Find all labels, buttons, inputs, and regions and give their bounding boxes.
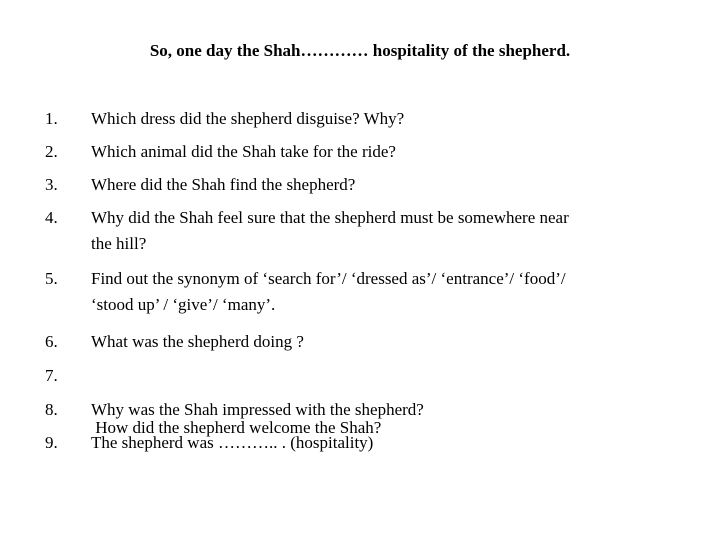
question-number: 1. bbox=[45, 109, 58, 128]
question-line: ‘stood up’ / ‘give’/ ‘many’. bbox=[91, 295, 276, 314]
question-text bbox=[91, 172, 691, 198]
question-line: Why did the Shah feel sure that the shepherd must be somewhere near bbox=[91, 208, 569, 227]
question-line: Find out the synonym of ‘search for’/ ‘dressed as’/ ‘entrance’/ ‘food’/ bbox=[91, 269, 566, 288]
question-text bbox=[91, 139, 691, 165]
question-text bbox=[91, 397, 691, 423]
page-title: So, one day the Shah………… hospitality of the shepherd. bbox=[149, 41, 571, 60]
question-number: 3. bbox=[45, 175, 58, 194]
question-number: 5. bbox=[45, 269, 58, 288]
question-line: Which dress did the shepherd disguise? Why? bbox=[91, 109, 405, 128]
question-text bbox=[91, 266, 691, 318]
question-line: Which animal did the Shah take for the ride? bbox=[91, 142, 396, 161]
question-text bbox=[91, 329, 691, 355]
question-line: the hill? bbox=[91, 234, 147, 253]
question-number: 4. bbox=[45, 208, 58, 227]
question-line: Where did the Shah find the shepherd? bbox=[91, 175, 356, 194]
question-number: 9. bbox=[45, 433, 58, 452]
question-number: 7. bbox=[45, 366, 58, 385]
question-text bbox=[91, 106, 691, 132]
question-number: 2. bbox=[45, 142, 58, 161]
question-line: The shepherd was ……….. . (hospitality) bbox=[91, 433, 374, 452]
question-line: What was the shepherd doing ? bbox=[91, 332, 304, 351]
question-line: Why was the Shah impressed with the shepherd? bbox=[91, 400, 424, 419]
question-line: How did the shepherd welcome the Shah? bbox=[91, 418, 382, 437]
question-number: 8. bbox=[45, 400, 58, 419]
question-text bbox=[91, 430, 691, 456]
question-number: 6. bbox=[45, 332, 58, 351]
question-text bbox=[91, 205, 691, 257]
question-text bbox=[91, 363, 691, 493]
